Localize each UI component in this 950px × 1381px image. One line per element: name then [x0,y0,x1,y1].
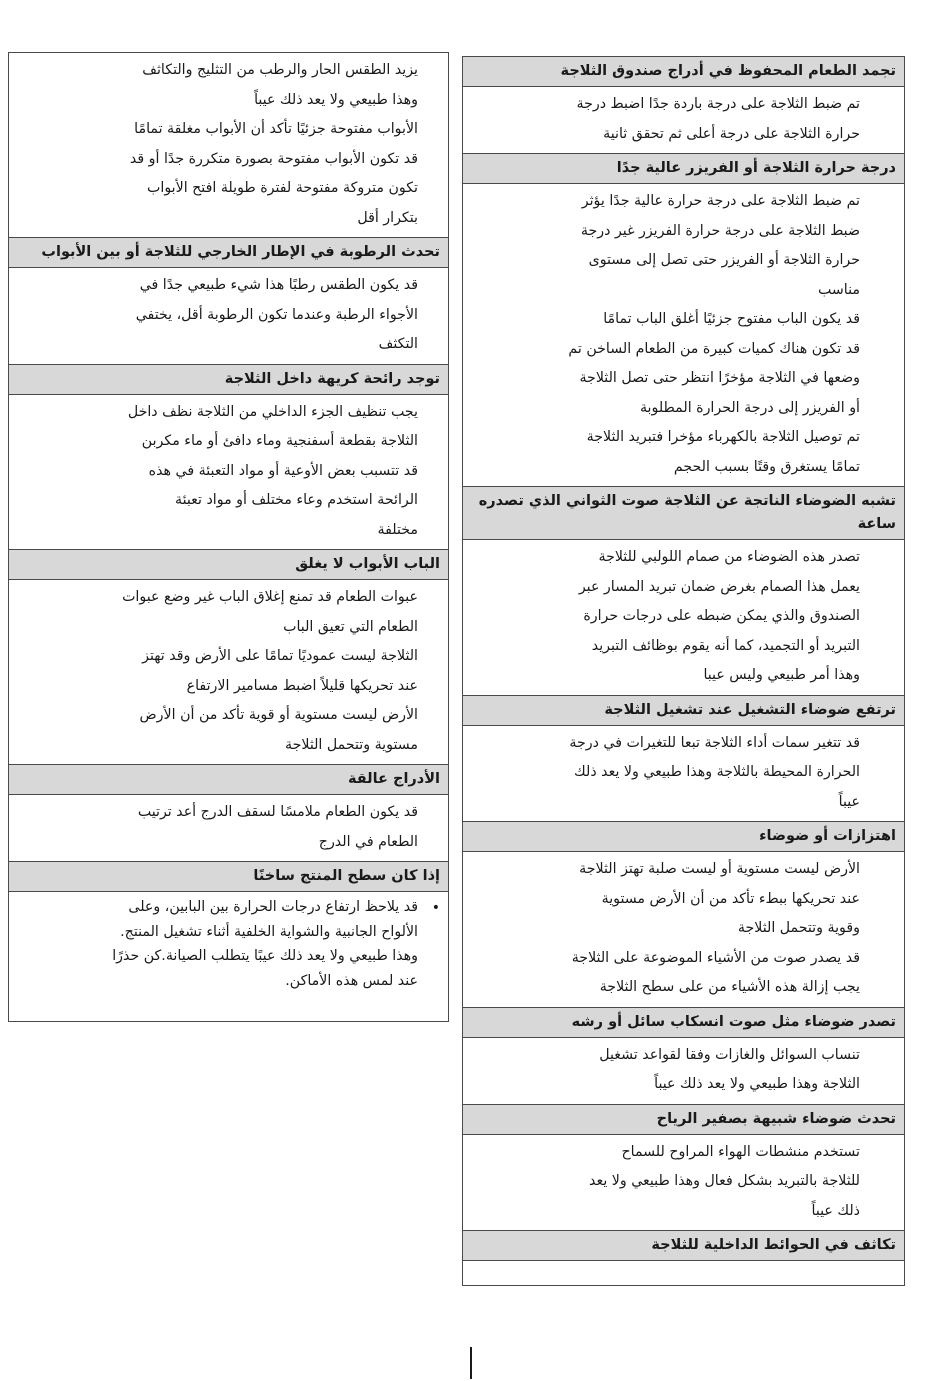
section-body [463,726,904,822]
section-body [463,184,904,486]
body-line: الأرض ليست مستوية أو ليست صلبة تهتز الثلاجة [579,861,860,877]
body-line: تم توصيل الثلاجة بالكهرباء مؤخرا فتبريد الثلاجة [586,429,860,445]
body-line: وهذا أمر طبيعي وليس عيبا [703,667,860,683]
section-body [9,795,448,861]
left-column [8,52,449,1022]
body-line: قد يصدر صوت من الأشياء الموضوعة على الثلاجة [571,949,860,966]
section-body [9,580,448,764]
body-line: تمامًا يستغرق وقتًا بسبب الحجم [673,458,860,475]
right-column [462,56,905,1286]
body-line: وهذا طبيعي ولا يعد ذلك عيباً [254,91,418,108]
body-line: الألواح الجانبية والشواية الخلفية أثناء تشغيل المنتج. [120,923,418,940]
section-heading: تحدث الرطوبة في الإطار الخارجي للثلاجة أو بين الأبواب [9,237,448,268]
body-line: للثلاجة بالتبريد بشكل فعال وهذا طبيعي ولا يعد [589,1173,860,1189]
section-heading: تشبه الضوضاء الناتجة عن الثلاجة صوت الثواني الذي تصدره ساعة [463,486,904,540]
section-heading: ترتفع ضوضاء التشغيل عند تشغيل الثلاجة [463,695,904,726]
section-body [463,87,904,153]
body-line: وضعها في الثلاجة مؤخرًا انتظر حتى تصل الثلاجة [579,370,860,386]
body-line: قد يكون الباب مفتوح جزئيًا أغلق الباب تمامًا [603,311,860,327]
body-line: يجب تنظيف الجزء الداخلي من الثلاجة نظف داخل [127,403,418,420]
bullet-icon: • [431,900,440,916]
section-heading: إذا كان سطح المنتج ساخنًا [9,861,448,892]
body-line: قد يكون الطعام ملامسًا لسقف الدرج أعد ترتيب [137,804,418,820]
body-line: تكون متروكة مفتوحة لفترة طويلة افتح الأبواب [147,180,418,196]
body-line: الأجواء الرطبة وعندما تكون الرطوبة أقل، يختفي [135,306,418,323]
body-line: الرائحة استخدم وعاء مختلف أو مواد تعبئة [175,492,418,508]
body-line: الثلاجة بقطعة أسفنجية وماء دافئ أو ماء مكربن [141,433,418,449]
body-line: عند تحريكها قليلاً اضبط مسامير الارتفاع [186,677,418,694]
body-line: عند تحريكها ببطء تأكد من أن الأرض مستوية [601,890,860,907]
section-heading: الأدراج عالقة [9,764,448,795]
body-line: الأرض ليست مستوية أو قوية تأكد من أن الأرض [139,707,418,723]
section-body [9,395,448,550]
intro-body [9,53,448,237]
section-heading: توجد رائحة كريهة داخل الثلاجة [9,364,448,395]
body-line: تستخدم منشطات الهواء المراوح للسماح [621,1143,860,1160]
section-body [9,892,448,997]
body-line: مناسب [817,281,860,298]
body-line: وقوية وتتحمل الثلاجة [737,920,860,936]
body-line: يجب إزالة هذه الأشياء من على سطح الثلاجة [599,979,860,995]
section-heading: تصدر ضوضاء مثل صوت انسكاب سائل أو رشه [463,1007,904,1038]
body-line: أو الفريزر إلى درجة الحرارة المطلوبة [639,399,860,416]
section-heading: تجمد الطعام المحفوظ في أدراج صندوق الثلاجة [463,57,904,87]
body-line: ضبط الثلاجة على درجة حرارة الفريزر غير درجة [580,222,860,239]
body-line: قد يكون الطقس رطبًا هذا شيء طبيعي جدًا في [139,277,418,293]
page-divider-line [470,1347,472,1379]
body-line: قد تتسبب بعض الأوعية أو مواد التعبئة في هذه [148,462,418,479]
body-line: تم ضبط الثلاجة على درجة باردة جدًا اضبط درجة [576,96,860,112]
body-line: بتكرار أقل [357,209,418,226]
body-line: التبريد أو التجميد، كما أنه يقوم بوظائف التبريد [591,637,860,654]
body-line: قد تكون هناك كميات كبيرة من الطعام الساخن تم [568,340,860,357]
body-line: الثلاجة ليست عموديًا تمامًا على الأرض وقد تهتز [142,648,418,664]
body-line: وهذا طبيعي ولا يعد ذلك عيبًا يتطلب الصيانة.كن حذرًا [112,948,418,964]
section-body [463,1135,904,1231]
body-line: تصدر هذه الضوضاء من صمام اللولبي للثلاجة [598,549,860,565]
body-line: حرارة الثلاجة أو الفريزر حتى تصل إلى مستوى [588,252,860,268]
section-heading: الباب الأبواب لا يغلق [9,549,448,580]
section-body [463,852,904,1007]
body-line: تم ضبط الثلاجة على درجة حرارة عالية جدًا يؤثر [581,193,860,209]
section-body [463,540,904,695]
body-line: مختلفة [377,521,418,538]
body-line: الحرارة المحيطة بالثلاجة وهذا طبيعي ولا يعد ذلك [574,764,860,780]
section-heading: تحدث ضوضاء شبيهة بصفير الرياح [463,1104,904,1135]
body-line: قد يلاحظ ارتفاع درجات الحرارة بين البابين، وعلى [128,899,418,915]
body-line: التكثف [378,336,418,352]
body-line: عند لمس هذه الأماكن. [285,972,418,989]
body-line: قد تتغير سمات أداء الثلاجة تبعا للتغيرات في درجة [569,734,860,751]
body-line: يعمل هذا الصمام بغرض ضمان تبريد المسار عبر [578,578,860,595]
body-line: قد تكون الأبواب مفتوحة بصورة متكررة جدًا أو قد [129,150,418,167]
section-heading: درجة حرارة الثلاجة أو الفريزر عالية جدًا [463,153,904,184]
section-heading: تكاثف في الحوائط الداخلية للثلاجة [463,1230,904,1261]
body-line: يزيد الطقس الحار والرطب من التثليج والتكاثف [142,62,418,78]
body-line: الثلاجة وهذا طبيعي ولا يعد ذلك عيباً [654,1076,860,1092]
body-line: الصندوق والذي يمكن ضبطه على درجات حرارة [583,608,860,624]
body-line: حرارة الثلاجة على درجة أعلى ثم تحقق ثانية [603,125,860,142]
section-body [463,1038,904,1104]
body-line: عيباً [838,793,860,810]
body-line: ذلك عيباً [811,1202,860,1219]
body-line: مستوية وتتحمل الثلاجة [284,736,418,753]
section-heading: اهتزازات أو ضوضاء [463,821,904,852]
body-line: عبوات الطعام قد تمنع إغلاق الباب غير وضع عبوات [122,589,418,605]
body-line: الطعام في الدرج [318,833,418,850]
section-body [9,268,448,364]
body-line: الطعام التي تعيق الباب [283,618,418,635]
body-line: الأبواب مفتوحة جزئيًا تأكد أن الأبواب مغلقة تمامًا [134,121,418,137]
body-line: تنساب السوائل والغازات وفقا لقواعد تشغيل [599,1046,860,1063]
